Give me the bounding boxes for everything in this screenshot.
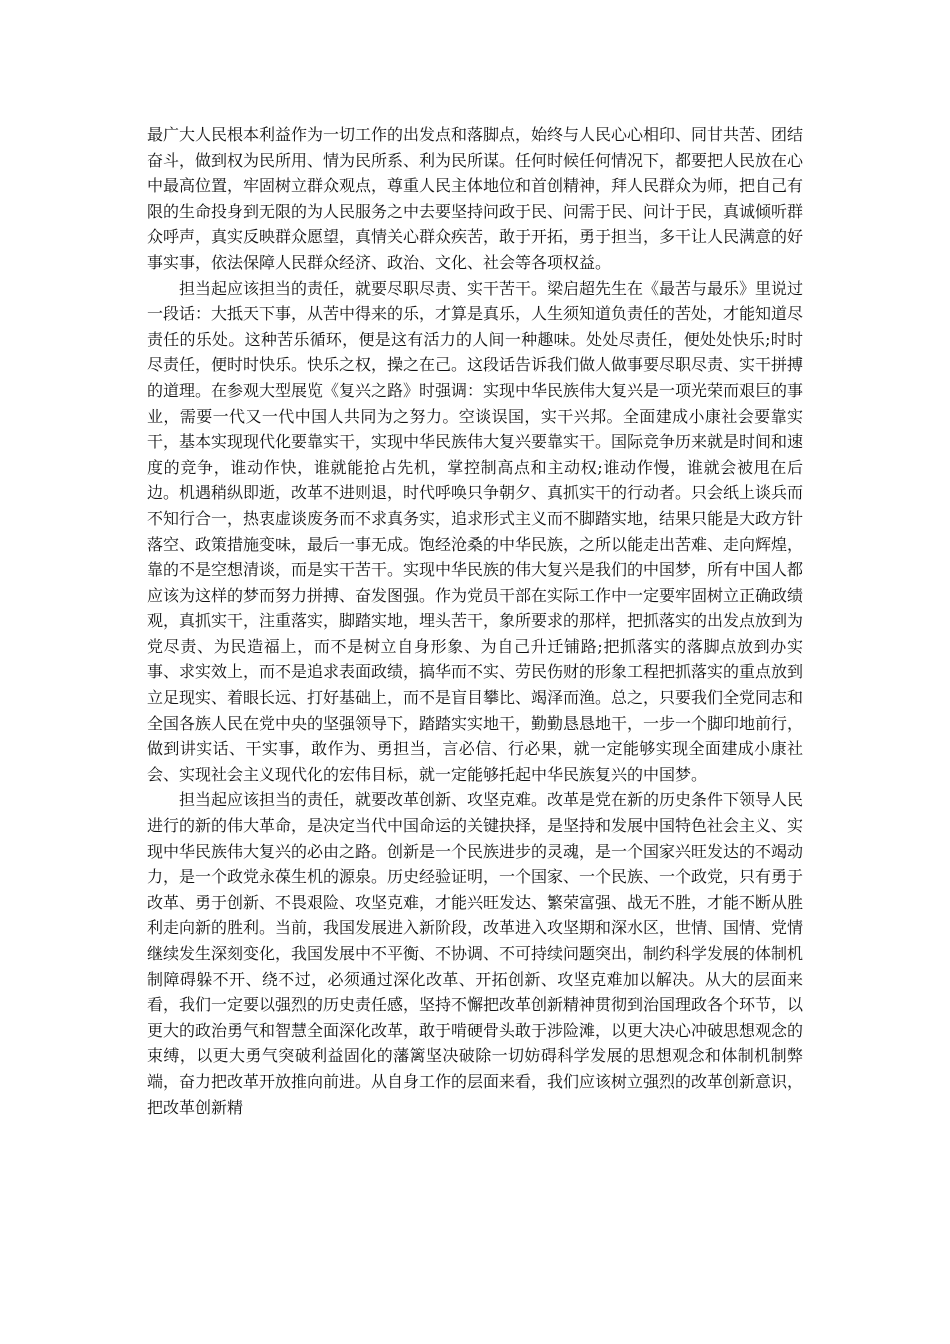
paragraph-3: 担当起应该担当的责任，就要改革创新、攻坚克难。改革是党在新的历史条件下领导人民进行的新的伟大革命，是决定当代中国命运的关键抉择，是坚持和发展中国特色社会主义、实现中华民族伟大复兴的必由之路。创新是一个民族进步的灵魂，是一个国家兴旺发达的不竭动力，是一个政党永葆生机的源泉。历史经验证明，一个国家、一个民族、一个政党，只有勇于改革、勇于创新、不畏艰险、攻坚克难，才能兴旺发达、繁荣富强、战无不胜，才能不断从胜利走向新的胜利。当前，我国发展进入新阶段，改革进入攻坚期和深水区，世情、国情、党情继续发生深刻变化，我国发展中不平衡、不协调、不可持续问题突出，制约科学发展的体制机制障碍躲不开、绕不过，必须通过深化改革、开拓创新、攻坚克难加以解决。从大的层面来看，我们一定要以强烈的历史责任感，坚持不懈把改革创新精神贯彻到治国理政各个环节，以更大的政治勇气和智慧全面深化改革，敢于啃硬骨头敢于涉险滩，以更大决心冲破思想观念的束缚，以更大勇气突破利益固化的藩篱坚决破除一切妨碍科学发展的思想观念和体制机制弊端，奋力把改革开放推向前进。从自身工作的层面来看，我们应该树立强烈的改革创新意识，把改革创新精 [147, 790, 804, 1117]
document-page [147, 122, 803, 1120]
paragraph-2: 担当起应该担当的责任，就要尽职尽责、实干苦干。梁启超先生在《最苦与最乐》里说过一段话：大抵天下事，从苦中得来的乐，才算是真乐，人生须知道负责任的苦处，才能知道尽责任的乐处。这种苦乐循环，便是这有活力的人间一种趣味。处处尽责任，便处处快乐;时时尽责任，便时时快乐。快乐之权，操之在己。这段话告诉我们做人做事要尽职尽责、实干拼搏的道理。在参观大型展览《复兴之路》时强调：实现中华民族伟大复兴是一项光荣而艰巨的事业，需要一代又一代中国人共同为之努力。空谈误国，实干兴邦。全面建成小康社会要靠实干，基本实现现代化要靠实干，实现中华民族伟大复兴要靠实干。国际竞争历来就是时间和速度的竞争，谁动作快，谁就能抢占先机，掌控制高点和主动权;谁动作慢，谁就会被甩在后边。机遇稍纵即逝，改革不进则退，时代呼唤只争朝夕、真抓实干的行动者。只会纸上谈兵而不知行合一，热衷虚谈废务而不求真务实，追求形式主义而不脚踏实地，结果只能是大政方针落空、政策措施变味，最后一事无成。饱经沧桑的中华民族，之所以能走出苦难、走向辉煌，靠的不是空想清谈，而是实干苦干。实现中华民族的伟大复兴是我们的中国梦，所有中国人都应该为这样的梦而努力拼搏、奋发图强。作为党员干部在实际工作中一定要牢固树立正确政绩观，真抓实干，注重落实，脚踏实地，埋头苦干，象所要求的那样，把抓落实的出发点放到为党尽责、为民造福上，而不是树立自身形象、为自己升迁铺路;把抓落实的落脚点放到办实事、求实效上，而不是追求表面政绩，搞华而不实、劳民伤财的形象工程把抓落实的重点放到立足现实、着眼长远、打好基础上，而不是盲目攀比、竭泽而渔。总之，只要我们全党同志和全国各族人民在党中央的坚强领导下，踏踏实实地干，勤勤恳恳地干，一步一个脚印地前行，做到讲实话、干实事，敢作为、勇担当，言必信、行必果，就一定能够实现全面建成小康社会、实现社会主义现代化的宏伟目标，就一定能够托起中华民族复兴的中国梦。 [147, 278, 804, 784]
paragraph-1: 最广大人民根本利益作为一切工作的出发点和落脚点，始终与人民心心相印、同甘共苦、团结奋斗，做到权为民所用、情为民所系、利为民所谋。任何时候任何情况下，都要把人民放在心中最高位置，牢固树立群众观点，尊重人民主体地位和首创精神，拜人民群众为师，把自己有限的生命投身到无限的为人民服务之中去要坚持问政于民、问需于民、问计于民，真诚倾听群众呼声，真实反映群众愿望，真情关心群众疾苦，敢于开拓，勇于担当，多干让人民满意的好事实事，依法保障人民群众经济、政治、文化、社会等各项权益。 [147, 125, 804, 272]
